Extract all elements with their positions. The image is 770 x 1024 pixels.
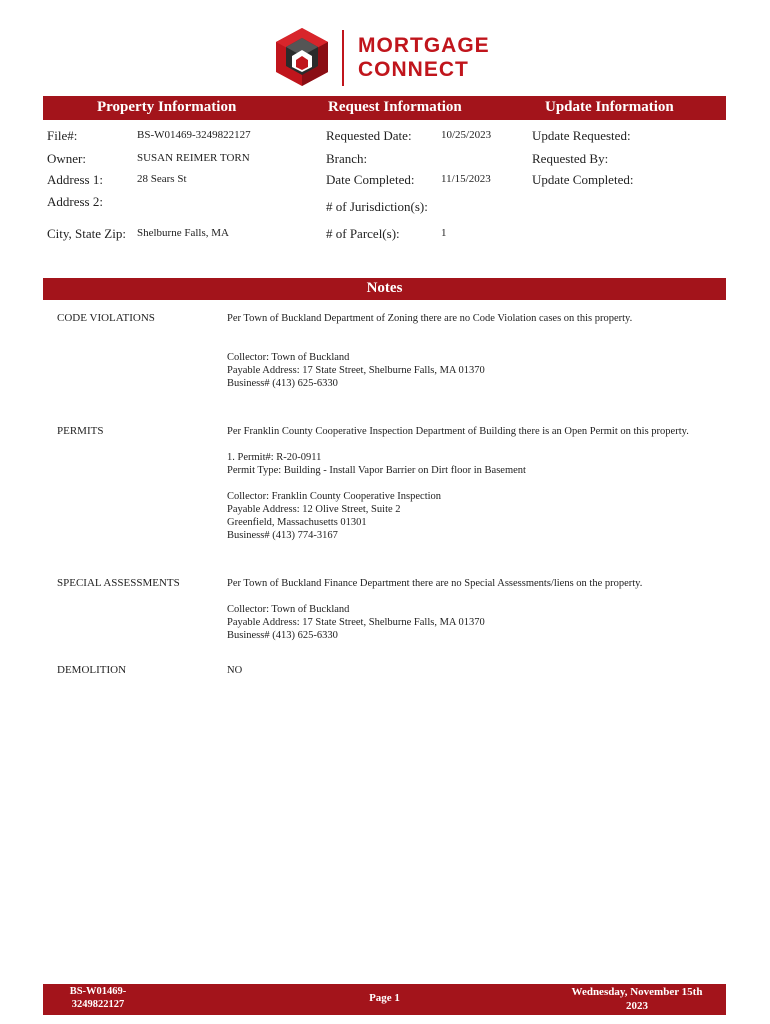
mortgage-connect-logo	[272, 26, 522, 90]
request-info-heading: Request Information	[328, 99, 462, 115]
permit-number: 1. Permit#: R-20-0911	[227, 452, 322, 463]
permits-business: Business# (413) 774-3167	[227, 530, 338, 541]
jurisdictions-label: # of Jurisdiction(s):	[326, 199, 428, 214]
requested-date-value: 10/25/2023	[441, 129, 492, 141]
permits-city: Greenfield, Massachusetts 01301	[227, 517, 367, 528]
code-violations-label: CODE VIOLATIONS	[57, 312, 155, 324]
address1-value: 28 Sears St	[137, 173, 187, 185]
special-assessments-text: Per Town of Buckland Finance Department there are no Special Assessments/liens on the property.	[227, 578, 643, 589]
owner-value: SUSAN REIMER TORN	[137, 152, 250, 164]
footer-page-number: Page 1	[369, 992, 400, 1004]
branch-label: Branch:	[326, 151, 368, 166]
requested-date-label: Requested Date:	[326, 128, 412, 143]
code-violations-address: Payable Address: 17 State Street, Shelburne Falls, MA 01370	[227, 365, 485, 376]
address2-label: Address 2:	[47, 194, 103, 209]
logo-word-connect: CONNECT	[358, 58, 469, 81]
footer-file-line2: 3249822127	[71, 999, 125, 1010]
parcels-label: # of Parcel(s):	[326, 226, 400, 241]
update-info-heading: Update Information	[545, 99, 674, 115]
city-state-zip-label: City, State Zip:	[47, 226, 126, 241]
owner-label: Owner:	[47, 151, 86, 166]
notes-header-bar	[43, 278, 726, 300]
parcels-value: 1	[441, 227, 447, 239]
file-value: BS-W01469-3249822127	[137, 129, 251, 141]
footer-date-line1: Wednesday, November 15th	[571, 986, 703, 998]
permit-type: Permit Type: Building - Install Vapor Barrier on Dirt floor in Basement	[227, 465, 526, 476]
info-header-bar	[43, 96, 726, 120]
footer-bar	[43, 984, 726, 1015]
permits-address: Payable Address: 12 Olive Street, Suite 2	[227, 504, 401, 515]
file-label: File#:	[47, 128, 78, 143]
address1-label: Address 1:	[47, 172, 103, 187]
property-info-heading: Property Information	[97, 99, 237, 115]
requested-by-label: Requested By:	[532, 151, 609, 166]
notes-heading: Notes	[366, 280, 403, 296]
demolition-value: NO	[227, 665, 243, 676]
permits-collector: Collector: Franklin County Cooperative Inspection	[227, 491, 442, 502]
code-violations-collector: Collector: Town of Buckland	[227, 352, 350, 363]
permits-label: PERMITS	[57, 425, 104, 437]
footer-file-line1: BS-W01469-	[69, 986, 127, 997]
footer-date	[562, 985, 712, 1013]
special-assessments-collector: Collector: Town of Buckland	[227, 604, 350, 615]
update-requested-label: Update Requested:	[532, 128, 631, 143]
footer-date-line2: 2023	[626, 1000, 648, 1012]
special-assessments-business: Business# (413) 625-6330	[227, 630, 338, 641]
code-violations-text: Per Town of Buckland Department of Zoning there are no Code Violation cases on this property.	[227, 313, 633, 324]
city-state-zip-value: Shelburne Falls, MA	[137, 227, 229, 239]
date-completed-value: 11/15/2023	[441, 173, 491, 185]
permits-text: Per Franklin County Cooperative Inspection Department of Building there is an Open Permit on this property.	[227, 426, 689, 437]
update-completed-label: Update Completed:	[532, 172, 634, 187]
special-assessments-address: Payable Address: 17 State Street, Shelburne Falls, MA 01370	[227, 617, 485, 628]
code-violations-business: Business# (413) 625-6330	[227, 378, 338, 389]
special-assessments-label: SPECIAL ASSESSMENTS	[57, 577, 180, 589]
logo-word-mortgage: MORTGAGE	[358, 34, 490, 57]
date-completed-label: Date Completed:	[326, 172, 415, 187]
demolition-label: DEMOLITION	[57, 664, 127, 676]
house-cube-icon	[272, 26, 332, 88]
